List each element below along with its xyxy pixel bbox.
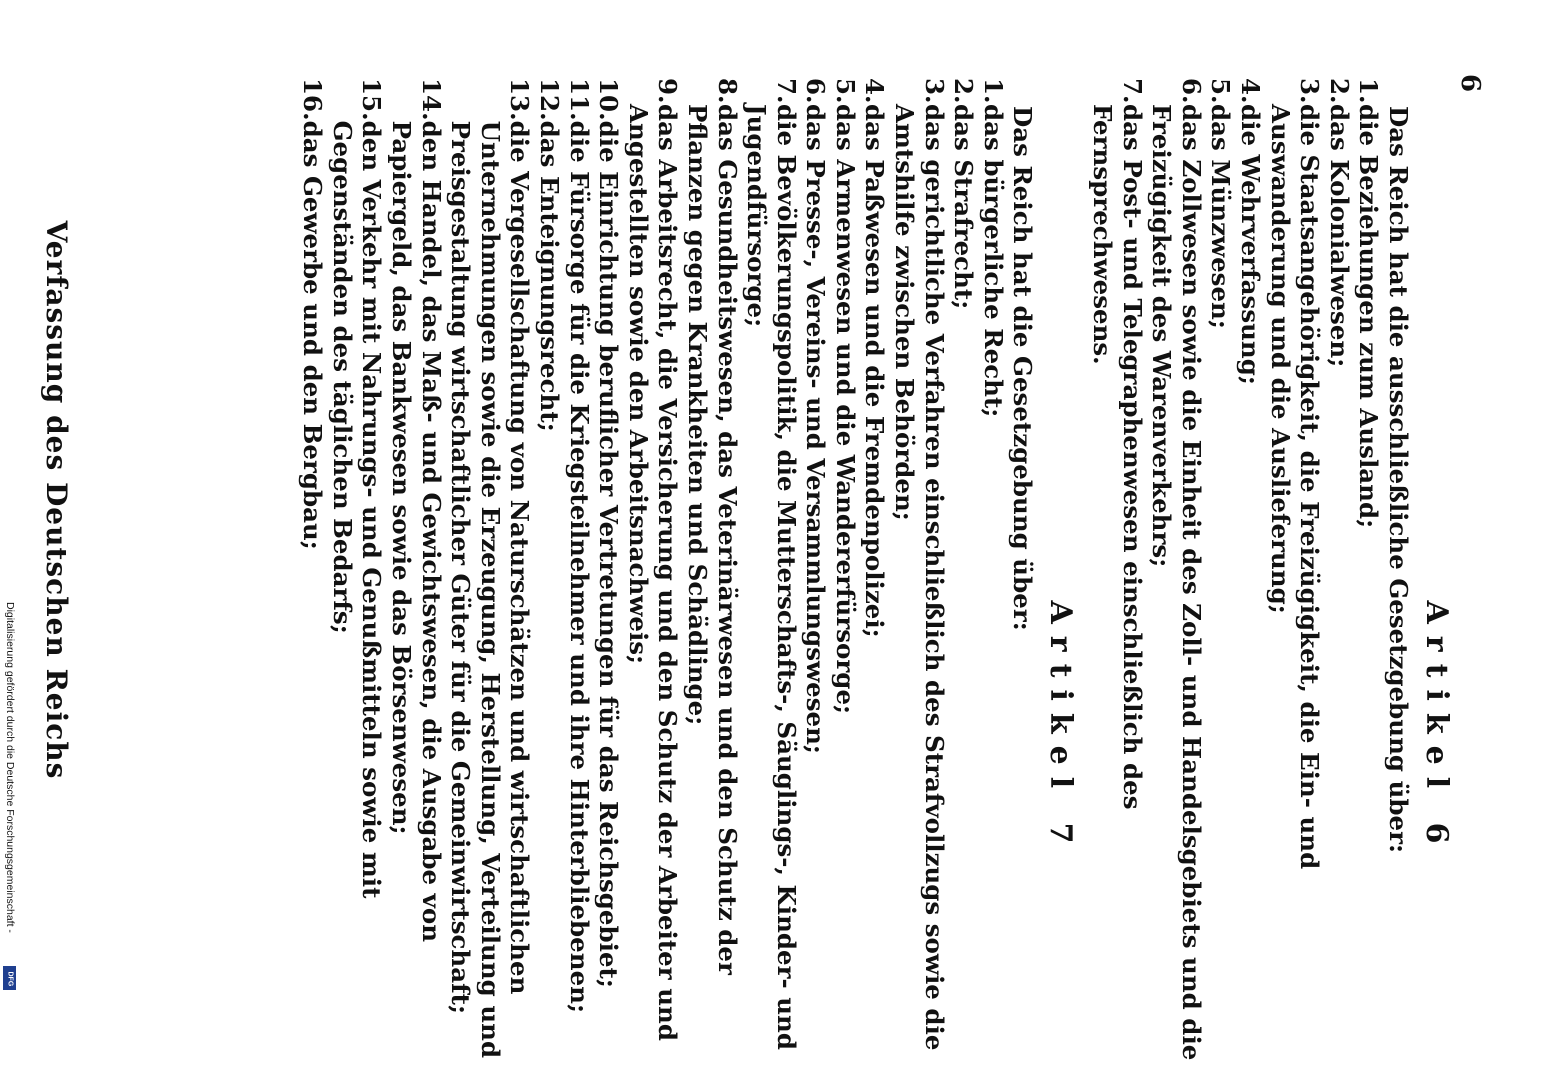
list-item bbox=[860, 78, 890, 1078]
item-number: 1. bbox=[1354, 78, 1384, 104]
list-item bbox=[890, 78, 949, 1078]
item-text: das Gewerbe und den Bergbau; bbox=[298, 120, 328, 550]
digitization-credit-text: Digitalisierung gefördert durch die Deutsche Forschungsgemeinschaft - bbox=[4, 602, 16, 933]
item-number: 5. bbox=[830, 78, 860, 104]
article-7-intro: Das Reich hat die Gesetzgebung über: bbox=[1008, 106, 1038, 631]
list-item bbox=[446, 78, 535, 1078]
item-number: 13. bbox=[505, 78, 535, 121]
item-text: das Arbeitsrecht, die Versicherung und den Schutz der Arbeiter und Angestellten sowie den Arbeitsnachweis; bbox=[623, 104, 683, 1041]
list-item bbox=[1265, 78, 1324, 1078]
article-7-heading: Artikel 7 bbox=[1043, 600, 1079, 856]
item-number: 5. bbox=[1206, 78, 1236, 104]
item-number: 15. bbox=[357, 78, 387, 121]
item-number: 16. bbox=[298, 78, 328, 121]
list-item bbox=[742, 78, 801, 1078]
item-number: 1. bbox=[978, 78, 1008, 104]
item-text: das Kolonialwesen; bbox=[1324, 104, 1354, 368]
item-number: 4. bbox=[1236, 78, 1266, 104]
item-text: das gerichtliche Verfahren einschließlich des Strafvollzugs sowie die Amtshilfe zwischen Behörden; bbox=[890, 104, 949, 1051]
list-item bbox=[1235, 78, 1265, 1078]
item-text: die Wehrverfassung; bbox=[1236, 104, 1266, 385]
item-text: das Enteignungsrecht; bbox=[534, 120, 564, 432]
page-body bbox=[298, 78, 1457, 1078]
item-text: das Strafrecht; bbox=[949, 104, 979, 310]
page-number: 6 bbox=[1455, 74, 1485, 93]
item-text: den Verkehr mit Nahrungs- und Genußmitteln sowie mit Gegenständen des täglichen Bedarfs; bbox=[327, 120, 387, 899]
item-number: 3. bbox=[919, 78, 949, 104]
item-text: das Zollwesen sowie die Einheit des Zoll- und Handelsgebiets und die Freizügigkeit des Warenverkehrs; bbox=[1147, 104, 1206, 1061]
item-number: 6. bbox=[1176, 78, 1206, 104]
list-item bbox=[298, 78, 328, 1078]
list-item bbox=[682, 78, 741, 1078]
item-number: 2. bbox=[1324, 78, 1354, 104]
list-item bbox=[386, 78, 445, 1078]
item-number: 6. bbox=[801, 78, 831, 104]
list-item bbox=[801, 78, 831, 1078]
article-7-list bbox=[298, 78, 1008, 1078]
list-item bbox=[830, 78, 860, 1078]
item-number: 4. bbox=[860, 78, 890, 104]
list-item bbox=[594, 78, 624, 1078]
item-text: die Staatsangehörigkeit, die Freizügigkeit, die Ein- und Auswanderung und die Auslieferung; bbox=[1265, 104, 1325, 870]
item-text: die Einrichtung beruflicher Vertretungen für das Reichsgebiet; bbox=[594, 120, 624, 988]
item-number: 12. bbox=[534, 78, 564, 121]
item-text: die Beziehungen zum Ausland; bbox=[1354, 104, 1384, 529]
list-item bbox=[978, 78, 1008, 1078]
item-number: 7. bbox=[1117, 78, 1147, 104]
list-item bbox=[623, 78, 682, 1078]
item-number: 9. bbox=[653, 78, 683, 104]
item-text: den Handel, das Maß- und Gewichtswesen, die Ausgabe von Papiergeld, das Bankwesen sowie das Börsenwesen; bbox=[387, 120, 446, 943]
list-item bbox=[1087, 78, 1146, 1078]
article-6-list bbox=[1087, 78, 1383, 1078]
list-item bbox=[1354, 78, 1384, 1078]
item-number: 14. bbox=[416, 78, 446, 121]
article-6-intro: Das Reich hat die ausschließliche Gesetzgebung über: bbox=[1384, 106, 1413, 854]
item-number: 8. bbox=[712, 78, 742, 104]
item-text: die Vergesellschaftung von Naturschätzen und wirtschaftlichen Unternehmungen sowie die Erzeugung, Herstellung, Verteilung und Preisgestaltung wirtschaftlicher Güter für die Gemeinwirtschaft; bbox=[446, 120, 535, 1059]
item-number: 10. bbox=[594, 78, 624, 121]
list-item bbox=[564, 78, 594, 1078]
list-item bbox=[949, 78, 979, 1078]
item-number: 3. bbox=[1295, 78, 1325, 104]
item-text: das Paßwesen und die Fremdenpolizei; bbox=[860, 104, 890, 638]
list-item bbox=[327, 78, 386, 1078]
list-item bbox=[1324, 78, 1354, 1078]
article-6-heading: Artikel 6 bbox=[1419, 600, 1454, 856]
item-text: die Fürsorge für die Kriegsteilnehmer und ihre Hinterbliebenen; bbox=[564, 120, 594, 1014]
list-item bbox=[534, 78, 564, 1078]
item-number: 2. bbox=[949, 78, 979, 104]
item-number: 11. bbox=[564, 78, 594, 121]
item-text: das Presse-, Vereins- und Versammlungswesen; bbox=[801, 104, 831, 754]
item-text: das Gesundheitswesen, das Veterinärwesen und den Schutz der Pflanzen gegen Krankheiten und Schädlinge; bbox=[682, 104, 742, 975]
item-number: 7. bbox=[771, 78, 801, 104]
item-text: das Armenwesen und die Wandererfürsorge; bbox=[830, 104, 860, 715]
list-item bbox=[1206, 78, 1236, 1078]
item-text: das Münzwesen; bbox=[1206, 104, 1236, 329]
running-head: Verfassung des Deutschen Reichs bbox=[40, 220, 73, 780]
item-text: die Bevölkerungspolitik, die Mutterschafts-, Säuglings-, Kinder- und Jugendfürsorge; bbox=[742, 104, 801, 1050]
dfg-logo-text: DFG bbox=[6, 971, 14, 987]
list-item bbox=[1147, 78, 1206, 1078]
item-text: das bürgerliche Recht; bbox=[978, 104, 1008, 418]
item-text: das Post- und Telegraphenwesen einschließlich des Fernsprechwesens. bbox=[1088, 104, 1147, 810]
